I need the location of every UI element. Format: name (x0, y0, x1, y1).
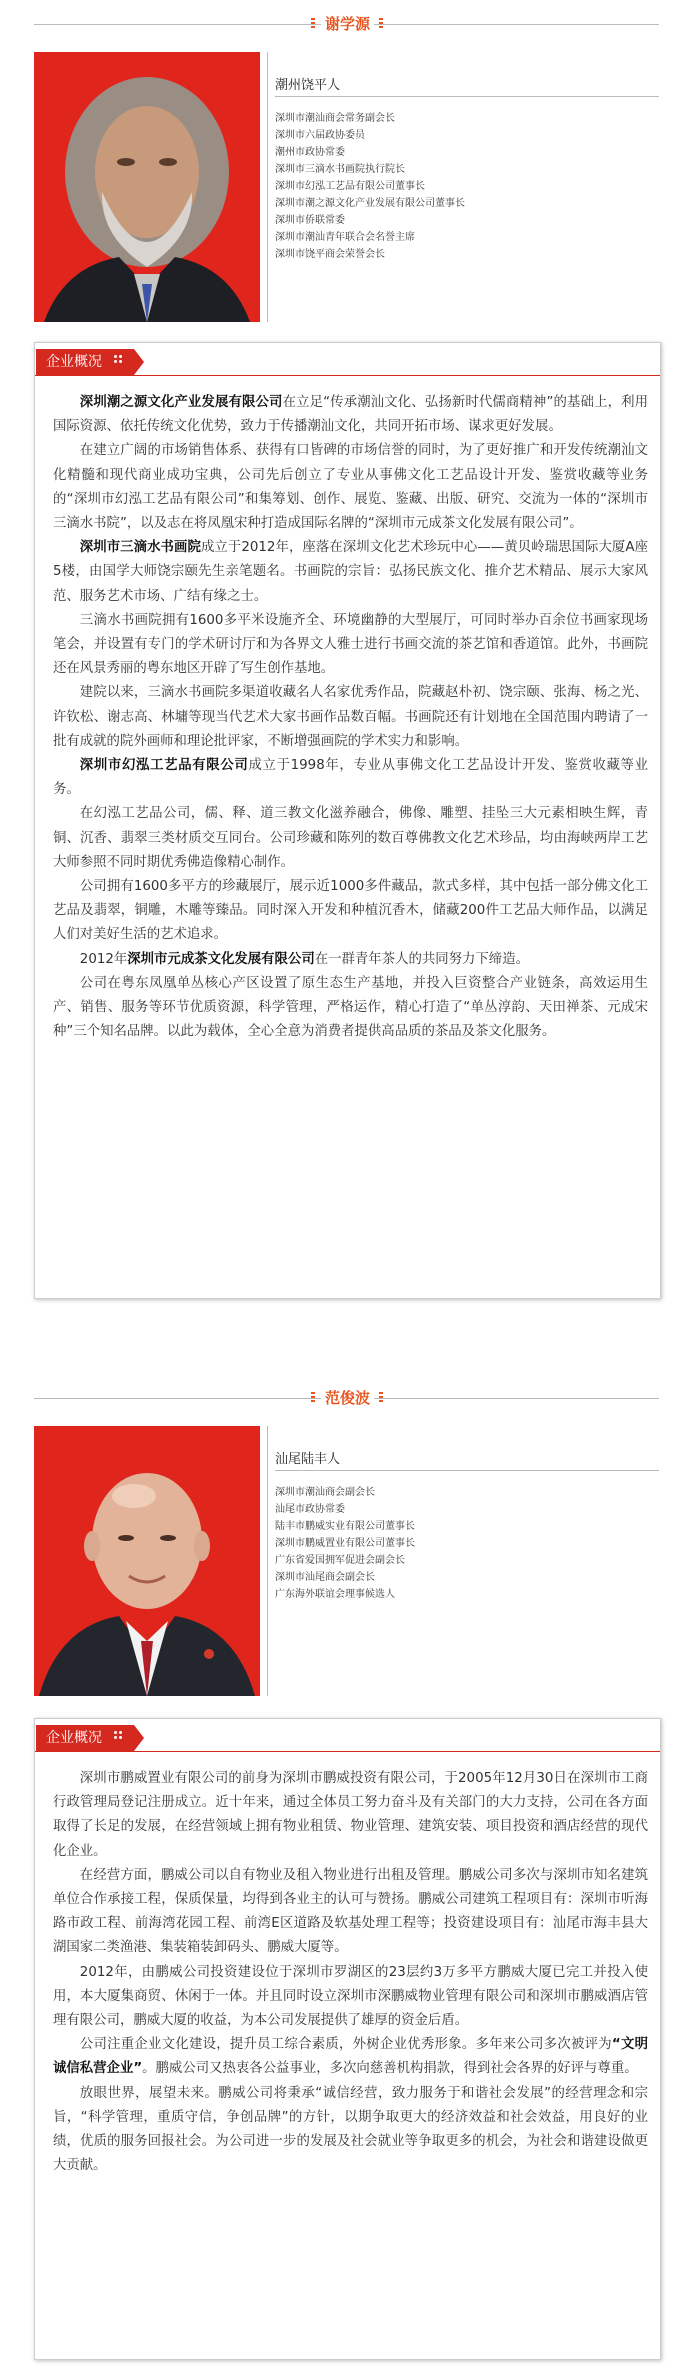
company-name: 深圳潮之源文化产业发展有限公司 (79, 395, 283, 410)
paragraph (53, 391, 648, 439)
list-item: 深圳市汕尾商会副会长 (275, 1572, 375, 1583)
list-item: 广东海外联谊会理事候选人 (275, 1589, 395, 1600)
paragraph-text: 三滴水书画院拥有1600多平米设施齐全、环境幽静的大型展厅，可同时举办百余位书画家现场笔会，并设置有专门的学术研讨厅和为各界文人雅士进行书画交流的茶艺馆和香道馆。此外，书画院还在风景秀丽的粤东地区开辟了写生创作基地。 (53, 612, 648, 677)
company-overview (34, 342, 661, 1299)
tick-marks (311, 18, 315, 30)
paragraph (53, 972, 648, 1045)
paragraph-text: 在一群青年茶人的共同努力下缔造。 (314, 951, 529, 967)
overview-body (53, 1767, 648, 2178)
paragraph-text: 。鹏威公司又热衷各公益事业，多次向慈善机构捐款，得到社会各界的好评与尊重。 (142, 2061, 638, 2077)
paragraph (53, 875, 648, 948)
divider (267, 52, 268, 322)
hometown: 汕尾陆丰人 (275, 1452, 341, 1467)
overview-body (53, 391, 648, 1044)
paragraph (53, 681, 648, 754)
paragraph (53, 1767, 648, 1864)
list-item: 陆丰市鹏威实业有限公司董事长 (275, 1521, 415, 1532)
paragraph-text: 成立于2012年，座落在深圳文化艺术珍玩中心——黄贝岭瑞思国际大厦A座5楼，由国学大师饶宗颐先生亲笔题名。书画院的宗旨：弘扬民族文化、推介艺术精品、展示大家风范、服务艺术市场、广结有缘之士。 (53, 540, 648, 604)
divider (275, 96, 659, 97)
paragraph (53, 754, 648, 802)
person-name: 谢学源 (321, 13, 374, 35)
paragraph (53, 2033, 648, 2081)
divider (267, 1426, 268, 1696)
list-item: 汕尾市政协常委 (275, 1504, 345, 1515)
portrait-photo (34, 1426, 260, 1696)
paragraph-text: 公司拥有1600多平方的珍藏展厅，展示近1000多件藏品，款式多样，其中包括一部分佛文化工艺品及翡翠，铜雕，木雕等臻品。同时深入开发和种植沉香木，储藏200件工艺品大师作品，以满足人们对美好生活的艺术追求。 (53, 879, 648, 943)
paragraph (53, 1961, 648, 2034)
dots-icon (114, 1731, 128, 1745)
company-name: 深圳市幻泓工艺品有限公司 (79, 758, 249, 774)
paragraph-text: 公司在粤东凤凰单丛核心产区设置了原生态生产基地，并投入巨资整合产业链条，高效运用生产、销售、服务等环节优质资源，科学管理，严格运作，精心打造了“单丛淳韵、天田禅茶、元成宋种”三个知名品牌。以此为载体，全心全意为消费者提供高品质的茶品及茶文化服务。 (53, 975, 648, 1040)
paragraph-text: 2012年，由鹏威公司投资建设位于深圳市罗湖区的23层约3万多平方鹏威大厦已完工并投入使用，本大厦集商贸、休闲于一体。并且同时设立深圳市深鹏威物业管理有限公司和深圳市鹏威酒店管理有限公司，鹏威大厦的收益，为本公司发展提供了雄厚的资金后盾。 (53, 1964, 648, 2029)
dots-icon (114, 355, 128, 369)
paragraph (53, 802, 648, 875)
list-item: 深圳市潮汕青年联合会名誉主席 (275, 232, 415, 243)
portrait-photo (34, 52, 260, 322)
paragraph-text: 成立于1998年，专业从事佛文化工艺品设计开发、鉴赏收藏等业务。 (53, 758, 648, 798)
hometown: 潮州饶平人 (275, 78, 341, 93)
paragraph-text: 深圳市鹏威置业有限公司的前身为深圳市鹏威投资有限公司，于2005年12月30日在深圳市工商行政管理局登记注册成立。近十年来，通过全体员工努力奋斗及有关部门的大力支持，公司在各方面取得了长足的发展，在经营领域上拥有物业租赁、物业管理、建筑安装、项目投资和酒店经营的现代化企业。 (53, 1771, 648, 1859)
company-name: 深圳市三滴水书画院 (79, 540, 201, 556)
paragraph-text: 2012年 (79, 951, 128, 967)
paragraph-text: 在经营方面，鹏威公司以自有物业及租入物业进行出租及管理。鹏威公司多次与深圳市知名建筑单位合作承接工程，保质保量，均得到各业主的认可与赞扬。鹏威公司建筑工程项目有：深圳市听海路市政工程、前海湾花园工程、前湾E区道路及软基处理工程等；投资建设项目有：汕尾市海丰县大湖国家二类渔港、集装箱装卸码头、鹏威大厦等。 (53, 1867, 648, 1956)
paragraph (53, 2082, 648, 2179)
paragraph (53, 609, 648, 682)
paragraph-text: 放眼世界，展望未来。鹏威公司将秉承“诚信经营，致力服务于和谐社会发展”的经营理念和宗旨，“科学管理，重质守信，争创品牌”的方针，以期争取更大的经济效益和社会效益，用良好的业绩，优质的服务回报社会。为公司进一步的发展及社会就业等争取更多的机会，为社会和谐建设做更大贡献。 (53, 2085, 648, 2174)
paragraph (53, 1864, 648, 1961)
list-item: 深圳市三滴水书画院执行院长 (275, 164, 405, 175)
company-overview (34, 1718, 661, 2360)
paragraph-text: 在立足“传承潮汕文化、弘扬新时代儒商精神”的基础上，利用国际资源、依托传统文化优势，致力于传播潮汕文化，共同开拓市场、谋求更好发展。 (53, 395, 649, 435)
paragraph-text: 公司注重企业文化建设，提升员工综合素质，外树企业优秀形象。多年来公司多次被评为 (79, 2037, 612, 2053)
list-item: 深圳市潮汕商会副会长 (275, 1487, 375, 1498)
positions-list (275, 1484, 415, 1603)
paragraph (53, 439, 648, 536)
list-item: 深圳市饶平商会荣誉会长 (275, 249, 385, 260)
tick-marks (311, 1392, 315, 1404)
person-name: 范俊波 (321, 1387, 374, 1409)
name-tag (34, 1382, 659, 1416)
list-item: 深圳市侨联常委 (275, 215, 345, 226)
overview-badge (36, 1725, 144, 1751)
paragraph-text: 在建立广阔的市场销售体系、获得有口皆碑的市场信誉的同时，为了更好推广和开发传统潮汕文化精髓和现代商业成功宝典，公司先后创立了专业从事佛文化工艺品设计开发、鉴赏收藏等业务的“深圳市幻泓工艺品有限公司”和集筹划、创作、展览、鉴藏、出版、研究、交流为一体的“深圳市三滴水书院”，以及志在将凤凰宋种打造成国际名牌的“深圳市元成茶文化发展有限公司”。 (53, 443, 648, 532)
honor-title: “文明诚信私营企业” (53, 2037, 648, 2077)
overview-badge (36, 349, 144, 375)
name-tag (34, 8, 659, 42)
paragraph-text: 建院以来，三滴水书画院多渠道收藏名人名家优秀作品，院藏赵朴初、饶宗颐、张海、杨之光、许钦松、谢志高、林墉等现当代艺术大家书画作品数百幅。书画院还有计划地在全国范围内聘请了一批有成就的院外画师和理论批评家，不断增强画院的学术实力和影响。 (53, 685, 648, 749)
list-item: 深圳市六届政协委员 (275, 130, 365, 141)
tick-marks (379, 18, 383, 30)
profile-card (34, 52, 659, 322)
tick-marks (379, 1392, 383, 1404)
list-item: 广东省爱国拥军促进会副会长 (275, 1555, 405, 1566)
paragraph (53, 948, 648, 972)
list-item: 深圳市鹏威置业有限公司董事长 (275, 1538, 415, 1549)
divider (35, 1751, 660, 1752)
list-item: 潮州市政协常委 (275, 147, 345, 158)
list-item: 深圳市幻泓工艺品有限公司董事长 (275, 181, 425, 192)
overview-label: 企业概况 (46, 1730, 102, 1746)
list-item: 深圳市潮之源文化产业发展有限公司董事长 (275, 198, 465, 209)
positions-list (275, 110, 465, 263)
overview-label: 企业概况 (46, 354, 102, 370)
paragraph (53, 536, 648, 609)
divider (35, 375, 660, 376)
company-name: 深圳市元成茶文化发展有限公司 (127, 951, 315, 967)
list-item: 深圳市潮汕商会常务副会长 (275, 113, 395, 124)
paragraph-text: 在幻泓工艺品公司，儒、释、道三教文化滋养融合，佛像、雕塑、挂坠三大元素相映生辉，青铜、沉香、翡翠三类材质交互同台。公司珍藏和陈列的数百尊佛教文化艺术珍品，均由海峡两岸工艺大师参照不同时期优秀佛造像精心制作。 (53, 806, 648, 870)
divider (275, 1470, 659, 1471)
profile-card (34, 1426, 659, 1696)
